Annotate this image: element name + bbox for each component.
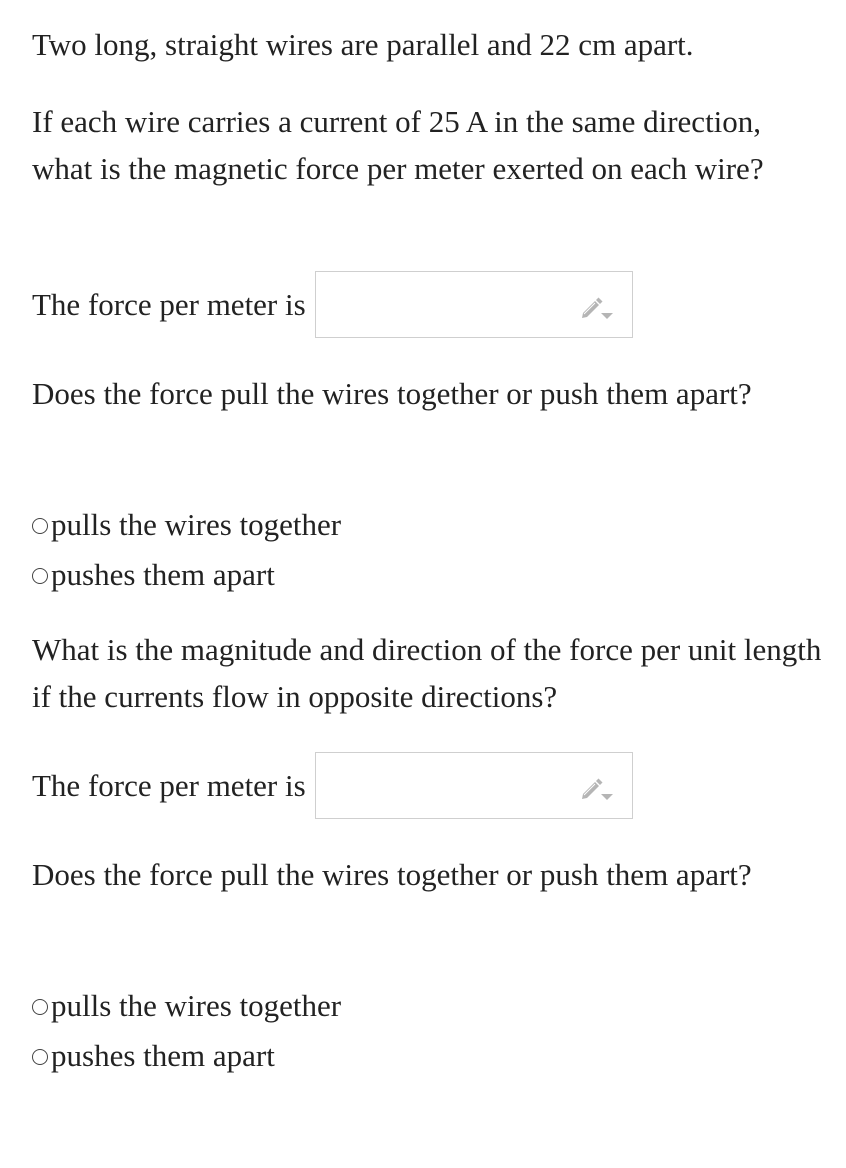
part1-answer-field[interactable]: [315, 271, 633, 338]
pencil-dropdown-icon[interactable]: [580, 293, 614, 321]
part2-answer-row: [32, 751, 633, 819]
part1-answer-label: The force per meter is: [32, 286, 306, 322]
part1-option-push[interactable]: [32, 550, 341, 600]
part1-prompt: If each wire carries a current of 25 A in the same direction, what is the magnetic force per meter exerted on each wire?: [32, 104, 764, 186]
part2-answer-field[interactable]: [315, 752, 633, 819]
part1-direction-prompt: Does the force pull the wires together or push them apart?: [32, 376, 752, 411]
part2-prompt: What is the magnitude and direction of the force per unit length if the currents flow in opposite directions?: [32, 632, 822, 714]
option-label: pushes them apart: [51, 557, 275, 592]
part1-option-pull[interactable]: [32, 500, 341, 550]
part1-answer-row: [32, 270, 633, 338]
radio-icon[interactable]: [32, 1049, 48, 1065]
question-intro: Two long, straight wires are parallel and 22 cm apart.: [32, 27, 694, 62]
option-label: pulls the wires together: [51, 507, 342, 542]
part2-answer-label: The force per meter is: [32, 767, 306, 803]
radio-icon[interactable]: [32, 999, 48, 1015]
option-label: pushes them apart: [51, 1038, 275, 1073]
part2-option-push[interactable]: [32, 1031, 341, 1081]
part1-options: [32, 500, 341, 600]
pencil-dropdown-icon[interactable]: [580, 774, 614, 802]
option-label: pulls the wires together: [51, 988, 342, 1023]
part2-direction-prompt: Does the force pull the wires together or push them apart?: [32, 857, 752, 892]
part2-option-pull[interactable]: [32, 981, 341, 1031]
radio-icon[interactable]: [32, 568, 48, 584]
part2-options: [32, 981, 341, 1081]
radio-icon[interactable]: [32, 518, 48, 534]
